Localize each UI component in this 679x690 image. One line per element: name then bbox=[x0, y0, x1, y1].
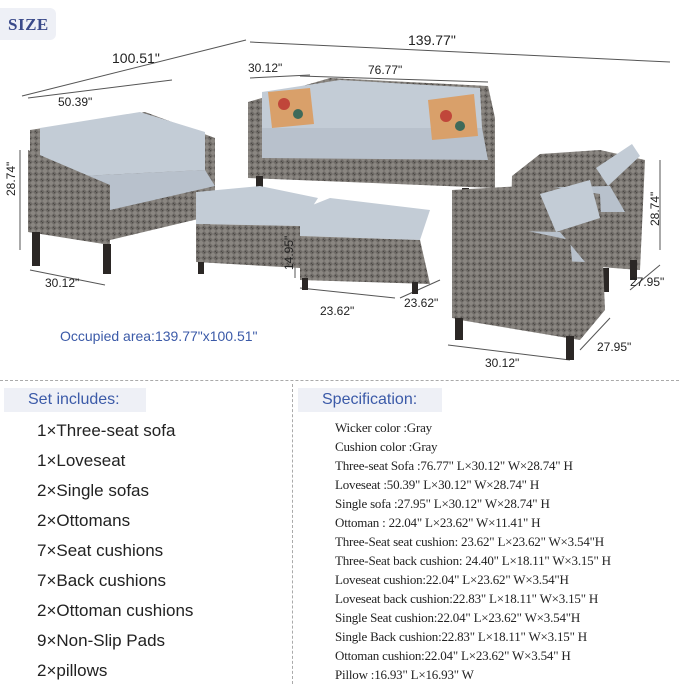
column-divider bbox=[292, 384, 293, 684]
list-item: 2×Single sofas bbox=[37, 481, 149, 500]
spec-item: Loveseat :50.39" L×30.12" W×28.74" H bbox=[335, 477, 540, 492]
specification-list bbox=[335, 420, 611, 686]
spec-item: Pillow :16.93" L×16.93" W bbox=[335, 667, 474, 682]
spec-item: Ottoman : 22.04" L×23.62" W×11.41" H bbox=[335, 515, 541, 530]
list-item: 7×Back cushions bbox=[37, 571, 166, 590]
spec-item: Three-Seat back cushion: 24.40" L×18.11" W×3.15" H bbox=[335, 553, 611, 568]
ottoman-left bbox=[196, 186, 318, 274]
dim-loveseat-height: 28.74" bbox=[4, 161, 18, 196]
set-includes-list bbox=[37, 420, 193, 690]
list-item: 9×Non-Slip Pads bbox=[37, 631, 166, 650]
dim-ottoman-width: 23.62" bbox=[320, 304, 355, 318]
dim-chair-depth-front: 27.95" bbox=[597, 340, 632, 354]
spec-item: Loveseat cushion:22.04" L×23.62" W×3.54"H bbox=[335, 572, 569, 587]
dim-overall-depth: 100.51" bbox=[112, 50, 160, 66]
specification-header bbox=[298, 388, 442, 412]
spec-item: Single sofa :27.95" L×30.12" W×28.74" H bbox=[335, 496, 550, 511]
single-sofa-front bbox=[452, 180, 605, 360]
spec-item: Loveseat back cushion:22.83" L×18.11" W×3.15" H bbox=[335, 591, 599, 606]
specification-heading: Specification: bbox=[322, 391, 418, 408]
dim-loveseat-depth: 30.12" bbox=[45, 276, 80, 290]
dim-overall-width: 139.77" bbox=[408, 32, 456, 48]
spec-item: Cushion color :Gray bbox=[335, 439, 438, 454]
spec-item: Three-Seat seat cushion: 23.62" L×23.62" W×3.54"H bbox=[335, 534, 604, 549]
spec-item: Wicker color :Gray bbox=[335, 420, 432, 435]
list-item: 1×Loveseat bbox=[37, 451, 126, 470]
size-badge-label: SIZE bbox=[8, 15, 49, 34]
spec-item: Single Back cushion:22.83" L×18.11" W×3.15" H bbox=[335, 629, 587, 644]
three-seat-sofa bbox=[248, 78, 495, 208]
dim-loveseat-length: 50.39" bbox=[58, 95, 93, 109]
dim-sofa-length: 76.77" bbox=[368, 63, 403, 77]
dim-chair-height: 28.74" bbox=[648, 191, 662, 226]
list-item: 2×Ottoman cushions bbox=[37, 601, 194, 620]
section-divider bbox=[0, 380, 679, 381]
list-item: 2×pillows bbox=[37, 661, 108, 680]
loveseat bbox=[28, 112, 215, 274]
set-includes-heading: Set includes: bbox=[28, 391, 120, 408]
list-item: 2×Ottomans bbox=[37, 511, 131, 530]
dim-chair-width: 30.12" bbox=[485, 356, 520, 370]
list-item: 7×Seat cushions bbox=[37, 541, 164, 560]
ottoman-right bbox=[300, 198, 430, 294]
dim-ottoman-height: 14.95" bbox=[282, 235, 296, 270]
spec-item: Ottoman cushion:22.04" L×23.62" W×3.54" H bbox=[335, 648, 571, 663]
list-item: 1×Three-seat sofa bbox=[37, 421, 176, 440]
occupied-area: Occupied area:139.77"x100.51" bbox=[60, 328, 258, 344]
dim-ottoman-depth: 23.62" bbox=[404, 296, 439, 310]
spec-item: Three-seat Sofa :76.77" L×30.12" W×28.74" H bbox=[335, 458, 573, 473]
dim-sofa-depth: 30.12" bbox=[248, 61, 283, 75]
set-includes-header bbox=[4, 388, 146, 412]
dim-chair-depth-back: 27.95" bbox=[630, 275, 665, 289]
spec-item: Single Seat cushion:22.04" L×23.62" W×3.54"H bbox=[335, 610, 581, 625]
